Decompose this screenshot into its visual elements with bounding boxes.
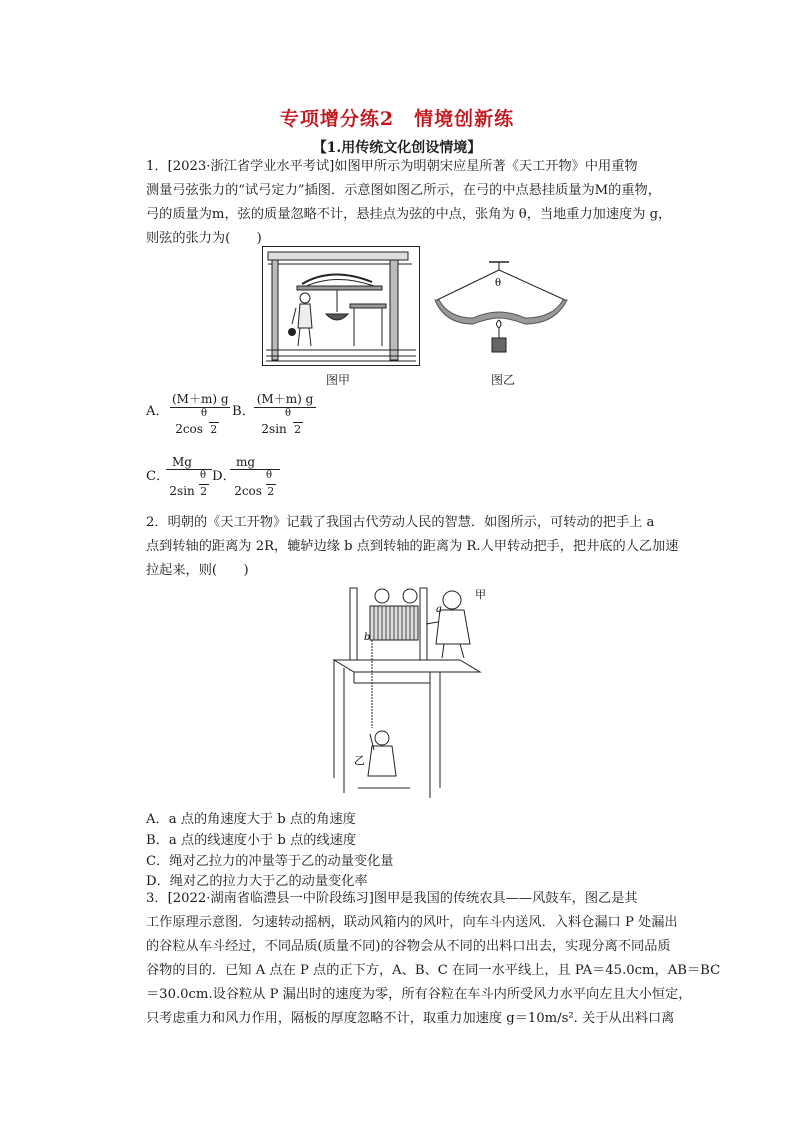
label-a: a <box>436 604 442 615</box>
question-2-text: 2．明朝的《天工开物》记载了我国古代劳动人民的智慧．如图所示，可转动的把手上 a 点到转轴的距离为 2R，辘轳边缘 b 点到转轴的距离为 R.人甲转动把手，把井底的人乙加速 拉起来，则( ) <box>146 515 679 578</box>
q2-option-d: D．绳对乙的拉力大于乙的动量变化率 <box>146 874 368 889</box>
option-c-fraction: Mg θ 2sin 2 <box>166 455 212 498</box>
figure-bow-diagram <box>433 258 571 356</box>
option-c-label: C． <box>146 469 170 484</box>
option-d-label: D． <box>212 469 236 484</box>
option-a-label: A． <box>146 404 169 419</box>
label-jia: 甲 <box>475 588 486 601</box>
section-heading: 【1.用传统文化创设情境】 <box>312 140 482 156</box>
q2-option-c: C．绳对乙拉力的冲量等于乙的动量变化量 <box>146 854 394 869</box>
q2-option-b: B．a 点的线速度小于 b 点的线速度 <box>146 833 357 848</box>
figure-windlass-well <box>330 578 495 800</box>
question-3-text: 3．[2022·湖南省临澧县一中阶段练习]图甲是我国的传统农具——风鼓车，图乙是其 工作原理示意图．匀速转动摇柄，联动风箱内的风叶，向车斗内送风．入料仓漏口 P 处漏出 的谷粒从车斗经过，不同品质(质量不同)的谷物会从不同的出料口出去，实现分离不同品质 谷物的目的．已知 A 点在 P 点的正下方，A、B、C 在同一水平线上，且 PA＝45.0cm，AB＝BC ＝30.0cm.设谷粒从 P 漏出时的速度为零，所有谷粒在车斗内所受风力水平向左且大小恒定， 只考虑重力和风力作用，隔板的厚度忽略不计，取重力加速度 g＝10m/s². 关于从出料口离 <box>146 891 721 1026</box>
option-a-fraction: (M＋m) g θ 2cos 2 <box>172 392 229 436</box>
figure-bow-test-illustration <box>262 246 420 366</box>
option-b-fraction: (M＋m) g θ 2sin 2 <box>254 390 316 436</box>
figure-b-caption: 图乙 <box>491 373 516 387</box>
question-1-text: 1．[2023·浙江省学业水平考试]如图甲所示为明朝宋应星所著《天工开物》中用重物 测量弓弦张力的“试弓定力”插图．示意图如图乙所示，在弓的中点悬挂质量为M的重物， 弓的质量为m，弦的质量忽略不计，悬挂点为弦的中点，张角为 θ，当地重力加速度为 g， 则弦的张力为( ) <box>146 159 672 246</box>
theta-label: θ <box>495 278 502 289</box>
page-title: 专项增分练2 情境创新练 <box>279 108 515 130</box>
q2-option-a: A．a 点的角速度大于 b 点的角速度 <box>146 812 356 827</box>
option-d-fraction: mg θ 2cos 2 <box>230 455 280 498</box>
option-b-label: B． <box>232 404 255 419</box>
figure-a-caption: 图甲 <box>326 373 351 387</box>
label-b: b <box>364 632 371 643</box>
label-yi: 乙 <box>354 754 365 767</box>
